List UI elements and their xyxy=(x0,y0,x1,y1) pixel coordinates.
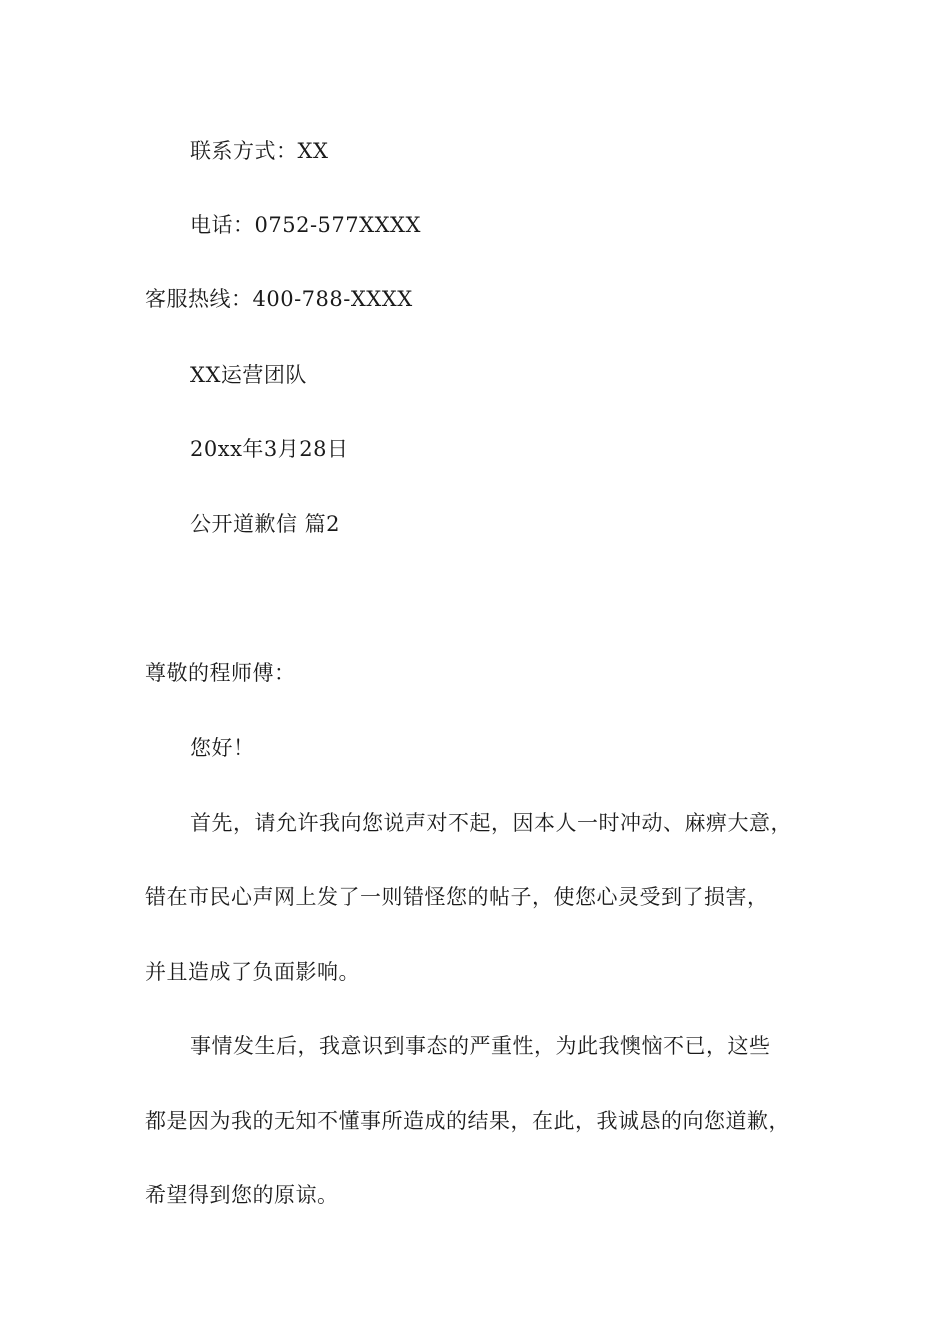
contact-line: 联系方式：XX xyxy=(190,139,329,163)
salutation: 尊敬的程师傅： xyxy=(145,661,296,685)
team-signature: XX运营团队 xyxy=(190,363,307,387)
phone-line: 电话：0752-577XXXX xyxy=(190,213,421,237)
paragraph-line: 首先，请允许我向您说声对不起，因本人一时冲动、麻痹大意， xyxy=(190,811,792,835)
hotline-line: 客服热线：400-788-XXXX xyxy=(145,287,413,311)
paragraph-line: 事情发生后，我意识到事态的严重性，为此我懊恼不已，这些 xyxy=(190,1034,771,1058)
paragraph-line: 都是因为我的无知不懂事所造成的结果，在此，我诚恳的向您道歉， xyxy=(145,1109,790,1133)
paragraph-line: 并且造成了负面影响。 xyxy=(145,960,360,984)
paragraph-line: 错在市民心声网上发了一则错怪您的帖子，使您心灵受到了损害， xyxy=(145,885,769,909)
greeting: 您好！ xyxy=(190,736,255,760)
paragraph-line: 希望得到您的原谅。 xyxy=(145,1183,339,1207)
date-line: 20xx年3月28日 xyxy=(190,437,349,461)
section-title: 公开道歉信 篇2 xyxy=(190,512,341,536)
